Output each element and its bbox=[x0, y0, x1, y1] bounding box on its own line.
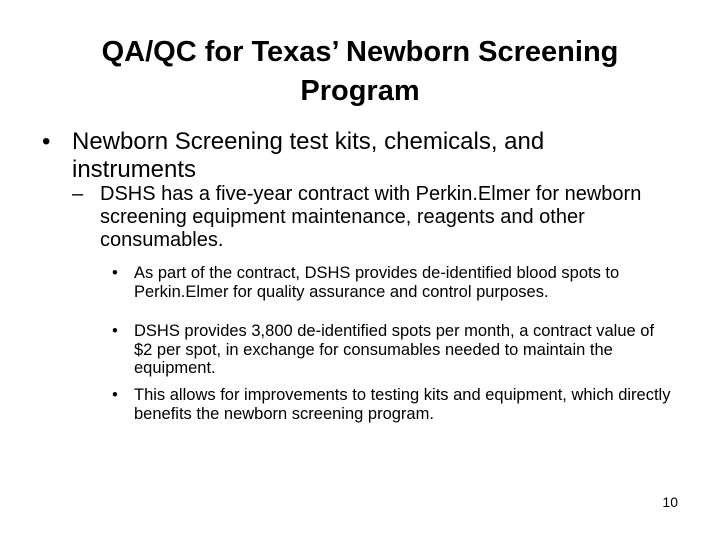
bullet-marker: • bbox=[42, 128, 51, 155]
bullet-level-3 bbox=[112, 264, 672, 301]
bullet-text: DSHS has a five-year contract with Perkin.Elmer for newborn screening equipment maintenance, reagents and other consumables. bbox=[100, 183, 642, 251]
bullet-text: This allows for improvements to testing kits and equipment, which directly benefits the newborn screening program. bbox=[134, 386, 671, 423]
bullet-marker: • bbox=[112, 386, 118, 404]
dash-marker: – bbox=[72, 183, 84, 205]
bullet-marker: • bbox=[112, 264, 118, 282]
bullet-text: As part of the contract, DSHS provides de-identified blood spots to Perkin.Elmer for quality assurance and control purposes. bbox=[134, 264, 620, 301]
bullet-text: DSHS provides 3,800 de-identified spots per month, a contract value of $2 per spot, in exchange for consumables needed to maintain the equipment. bbox=[134, 322, 655, 377]
bullet-level-2 bbox=[72, 183, 684, 252]
bullet-level-3 bbox=[112, 386, 672, 423]
slide-title: QA/QC for Texas’ Newborn Screening Program bbox=[101, 36, 619, 107]
bullet-level-1 bbox=[42, 128, 662, 184]
bullet-text: Newborn Screening test kits, chemicals, and instruments bbox=[72, 128, 545, 183]
page-number: 10 bbox=[662, 494, 678, 510]
bullet-level-3 bbox=[112, 322, 672, 378]
bullet-marker: • bbox=[112, 322, 118, 340]
